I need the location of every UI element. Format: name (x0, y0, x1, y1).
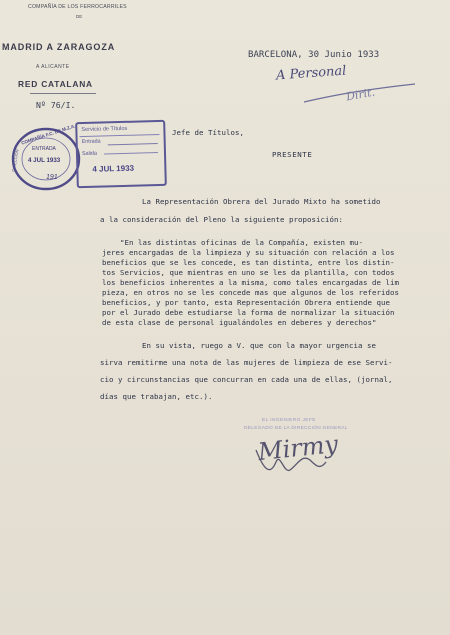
letterhead-line3: RED CATALANA (18, 79, 93, 89)
paragraph-2-line: cio y circunstancias que concurran en cada una de ellas, (jornal, (100, 375, 393, 384)
rect-stamp-line3: Salida (81, 150, 98, 158)
quote-line: tos Servicios, que mientras en uno se les da plantilla, con todos (102, 268, 395, 277)
entry-stamp-round (8, 124, 86, 194)
rect-stamp-field (104, 152, 158, 154)
quote-line: "En las distintas oficinas de la Compañía, existen mu- (120, 238, 363, 247)
reference-number: Nº 76/I. (36, 100, 76, 110)
paragraph-1-line: La Representación Obrera del Jurado Mixto ha sometido (142, 197, 381, 206)
recipient-title: Jefe de Títulos, (172, 128, 244, 137)
quote-line: de esta clase de personal igualándoles en deberes y derechos" (102, 318, 377, 327)
signature-stamp-line1: EL INGENIERO JEFE (262, 418, 316, 423)
signature-stamp-line2: DELEGADO DE LA DIRECCIÓN GENERAL (244, 426, 348, 431)
paragraph-1-line: a la consideración del Pleno la siguiente proposición: (100, 215, 343, 224)
letterhead-de: DE (76, 14, 83, 19)
quote-line: beneficios, y por tanto, esta Representación Obrera entiende que (102, 298, 390, 307)
quote-line: jeres encargadas de la limpieza y su situación con relación a los (102, 248, 395, 257)
handwritten-annotation-2: Dirit. (345, 85, 376, 104)
quote-line: beneficios que se les concede, es tan distinta, entre los distin- (102, 258, 395, 267)
entry-stamp-rect (75, 120, 167, 188)
recipient-presente: PRESENTE (272, 150, 313, 159)
signature-flourish-icon (250, 440, 330, 484)
letterhead-company: COMPAÑÍA DE LOS FERROCARRILES (28, 4, 127, 10)
letterhead-line2: A ALICANTE (36, 64, 70, 70)
letterhead-underline (30, 93, 96, 94)
handwritten-annotation: A Personal (275, 63, 347, 84)
quote-line: los beneficios inherentes a la misma, como tales encargadas de lim (102, 278, 399, 287)
rect-stamp-line1: Servicio de Títulos (81, 125, 128, 134)
rect-stamp-handwriting (108, 135, 158, 145)
quote-line: pieza, en otros no se les concede mas que algunos de los referidos (102, 288, 399, 297)
letterhead (0, 0, 140, 110)
paragraph-2-line: En su vista, ruego a V. que con la mayor urgencia se (142, 341, 376, 350)
paragraph-2-line: días que trabajan, etc.). (100, 392, 213, 401)
round-stamp-side: DIRECCIÓN (10, 149, 20, 172)
round-stamp-number: 191 (46, 174, 58, 181)
letterhead-line1: MADRID A ZARAGOZA (2, 42, 116, 52)
signature: Mirmy (256, 429, 340, 467)
place-date: BARCELONA, 30 Junio 1933 (248, 50, 380, 60)
rect-stamp-date: 4 JUL 1933 (92, 163, 135, 174)
quote-line: por el Jurado debe estudiarse la forma de normalizar la situación (102, 308, 395, 317)
round-stamp-date: 4 JUL 1933 (28, 157, 61, 164)
round-stamp-top: COMPAÑÍA F.C. DE M.Z.A. (20, 123, 77, 146)
rect-stamp-line2: Entrada (81, 138, 101, 146)
paragraph-2-line: sirva remitirme una nota de las mujeres de limpieza de ese Servi- (100, 358, 393, 367)
round-stamp-label: ENTRADA (32, 146, 56, 152)
